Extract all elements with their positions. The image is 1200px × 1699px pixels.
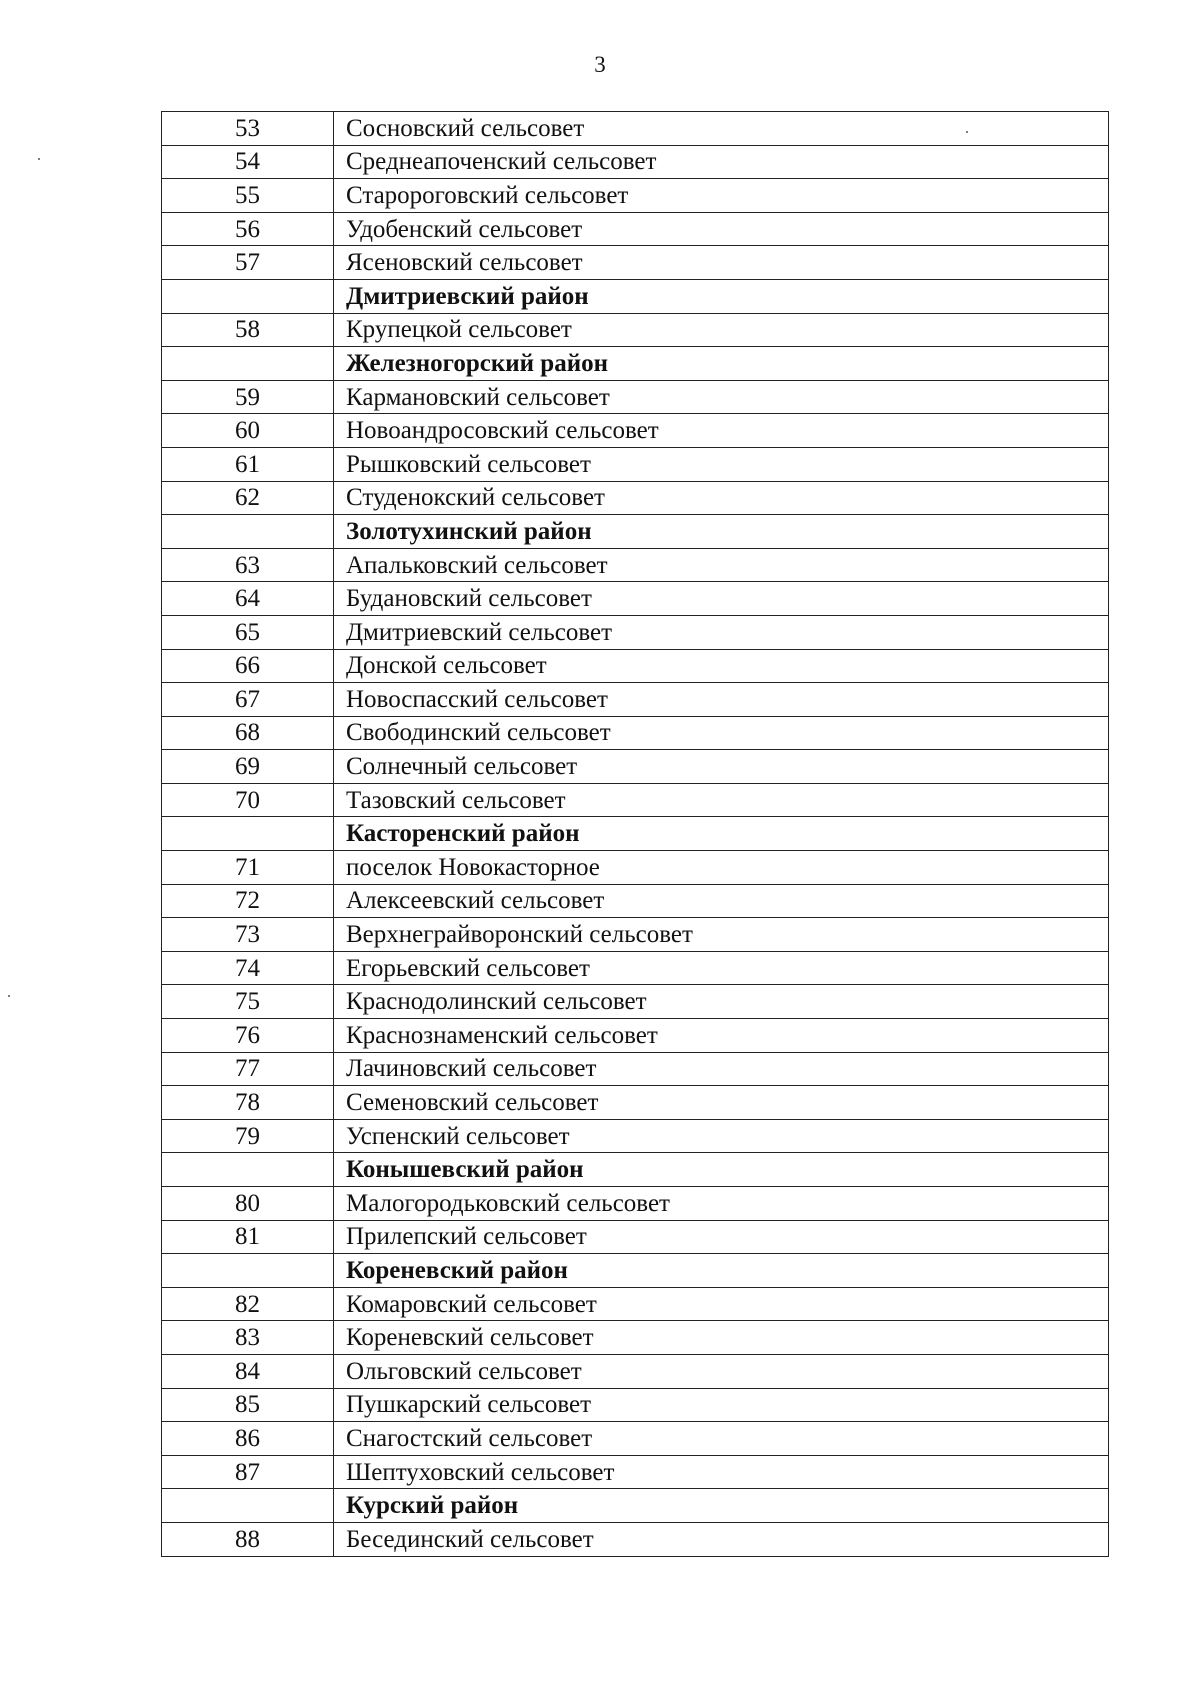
table-row <box>162 1354 1109 1388</box>
table-row <box>162 884 1109 918</box>
council-name: Малогородьковский сельсовет <box>334 1187 1109 1221</box>
row-number: 73 <box>162 918 334 952</box>
council-name: Егорьевский сельсовет <box>334 951 1109 985</box>
row-number: 54 <box>162 145 334 179</box>
council-name: Апальковский сельсовет <box>334 548 1109 582</box>
row-number: 77 <box>162 1052 334 1086</box>
row-number <box>162 1489 334 1523</box>
scan-speck <box>966 131 968 133</box>
row-number <box>162 347 334 381</box>
council-name: Новоандросовский сельсовет <box>334 414 1109 448</box>
table-row <box>162 380 1109 414</box>
row-number: 55 <box>162 179 334 213</box>
row-number: 79 <box>162 1119 334 1153</box>
table-row <box>162 313 1109 347</box>
council-name: Среднеапоченский сельсовет <box>334 145 1109 179</box>
row-number: 72 <box>162 884 334 918</box>
row-number: 70 <box>162 783 334 817</box>
row-number: 67 <box>162 683 334 717</box>
district-name: Дмитриевский район <box>334 279 1109 313</box>
row-number: 80 <box>162 1187 334 1221</box>
council-name: Удобенский сельсовет <box>334 212 1109 246</box>
district-header-row <box>162 1489 1109 1523</box>
council-name: Сосновский сельсовет <box>334 112 1109 146</box>
council-name: Бесединский сельсовет <box>334 1522 1109 1556</box>
council-name: Студенокский сельсовет <box>334 481 1109 515</box>
row-number: 88 <box>162 1522 334 1556</box>
table-row <box>162 918 1109 952</box>
council-name: Прилепский сельсовет <box>334 1220 1109 1254</box>
row-number: 84 <box>162 1354 334 1388</box>
table-row <box>162 145 1109 179</box>
council-name: Ясеновский сельсовет <box>334 246 1109 280</box>
district-name: Конышевский район <box>334 1153 1109 1187</box>
council-name: Краснознаменский сельсовет <box>334 1019 1109 1053</box>
table-row <box>162 1187 1109 1221</box>
row-number: 57 <box>162 246 334 280</box>
council-name: Семеновский сельсовет <box>334 1086 1109 1120</box>
row-number: 64 <box>162 582 334 616</box>
table-row <box>162 783 1109 817</box>
row-number: 75 <box>162 985 334 1019</box>
row-number: 62 <box>162 481 334 515</box>
row-number: 59 <box>162 380 334 414</box>
district-name: Золотухинский район <box>334 515 1109 549</box>
table-row <box>162 1086 1109 1120</box>
council-name: Дмитриевский сельсовет <box>334 615 1109 649</box>
table-row <box>162 481 1109 515</box>
district-name: Кореневский район <box>334 1254 1109 1288</box>
row-number: 60 <box>162 414 334 448</box>
table-row <box>162 548 1109 582</box>
table-row <box>162 1220 1109 1254</box>
row-number <box>162 279 334 313</box>
council-name: Новоспасский сельсовет <box>334 683 1109 717</box>
council-name: поселок Новокасторное <box>334 851 1109 885</box>
table-row <box>162 985 1109 1019</box>
district-name: Касторенский район <box>334 817 1109 851</box>
row-number <box>162 515 334 549</box>
council-name: Лачиновский сельсовет <box>334 1052 1109 1086</box>
row-number: 86 <box>162 1422 334 1456</box>
table-row <box>162 1422 1109 1456</box>
row-number <box>162 1254 334 1288</box>
table-row <box>162 212 1109 246</box>
row-number: 87 <box>162 1455 334 1489</box>
district-header-row <box>162 515 1109 549</box>
council-name: Кармановский сельсовет <box>334 380 1109 414</box>
table-row <box>162 750 1109 784</box>
council-name: Рышковский сельсовет <box>334 447 1109 481</box>
district-header-row <box>162 1153 1109 1187</box>
table-row <box>162 649 1109 683</box>
council-name: Ольговский сельсовет <box>334 1354 1109 1388</box>
row-number: 53 <box>162 112 334 146</box>
table-body <box>162 112 1109 1557</box>
table-row <box>162 1388 1109 1422</box>
council-name: Пушкарский сельсовет <box>334 1388 1109 1422</box>
row-number: 85 <box>162 1388 334 1422</box>
district-header-row <box>162 817 1109 851</box>
row-number: 82 <box>162 1287 334 1321</box>
council-name: Краснодолинский сельсовет <box>334 985 1109 1019</box>
council-name: Будановский сельсовет <box>334 582 1109 616</box>
table-row <box>162 683 1109 717</box>
table-row <box>162 179 1109 213</box>
row-number: 68 <box>162 716 334 750</box>
table-row <box>162 615 1109 649</box>
table-row <box>162 716 1109 750</box>
table-row <box>162 1019 1109 1053</box>
table-row <box>162 1287 1109 1321</box>
scan-speck <box>8 995 10 997</box>
district-header-row <box>162 347 1109 381</box>
row-number: 58 <box>162 313 334 347</box>
scan-speck <box>38 158 40 160</box>
council-name: Алексеевский сельсовет <box>334 884 1109 918</box>
district-name: Курский район <box>334 1489 1109 1523</box>
table-row <box>162 1052 1109 1086</box>
table-row <box>162 1522 1109 1556</box>
row-number: 63 <box>162 548 334 582</box>
row-number <box>162 817 334 851</box>
district-name: Железногорский район <box>334 347 1109 381</box>
district-header-row <box>162 279 1109 313</box>
row-number: 81 <box>162 1220 334 1254</box>
council-name: Старороговский сельсовет <box>334 179 1109 213</box>
row-number: 65 <box>162 615 334 649</box>
table-row <box>162 246 1109 280</box>
row-number: 78 <box>162 1086 334 1120</box>
council-name: Шептуховский сельсовет <box>334 1455 1109 1489</box>
council-name: Комаровский сельсовет <box>334 1287 1109 1321</box>
row-number: 83 <box>162 1321 334 1355</box>
row-number: 71 <box>162 851 334 885</box>
council-name: Кореневский сельсовет <box>334 1321 1109 1355</box>
table-row <box>162 951 1109 985</box>
council-name: Крупецкой сельсовет <box>334 313 1109 347</box>
table-row <box>162 1321 1109 1355</box>
council-name: Донской сельсовет <box>334 649 1109 683</box>
table-row <box>162 112 1109 146</box>
council-name: Успенский сельсовет <box>334 1119 1109 1153</box>
council-name: Свободинский сельсовет <box>334 716 1109 750</box>
row-number: 61 <box>162 447 334 481</box>
council-name: Тазовский сельсовет <box>334 783 1109 817</box>
row-number: 56 <box>162 212 334 246</box>
council-name: Солнечный сельсовет <box>334 750 1109 784</box>
table-row <box>162 1119 1109 1153</box>
table-row <box>162 447 1109 481</box>
municipality-table <box>161 111 1109 1557</box>
row-number <box>162 1153 334 1187</box>
row-number: 69 <box>162 750 334 784</box>
table-row <box>162 414 1109 448</box>
table-row <box>162 851 1109 885</box>
row-number: 76 <box>162 1019 334 1053</box>
table-row <box>162 582 1109 616</box>
district-header-row <box>162 1254 1109 1288</box>
council-name: Верхнеграйворонский сельсовет <box>334 918 1109 952</box>
row-number: 66 <box>162 649 334 683</box>
row-number: 74 <box>162 951 334 985</box>
council-name: Снагостский сельсовет <box>334 1422 1109 1456</box>
table-row <box>162 1455 1109 1489</box>
page-number: 3 <box>594 52 606 77</box>
